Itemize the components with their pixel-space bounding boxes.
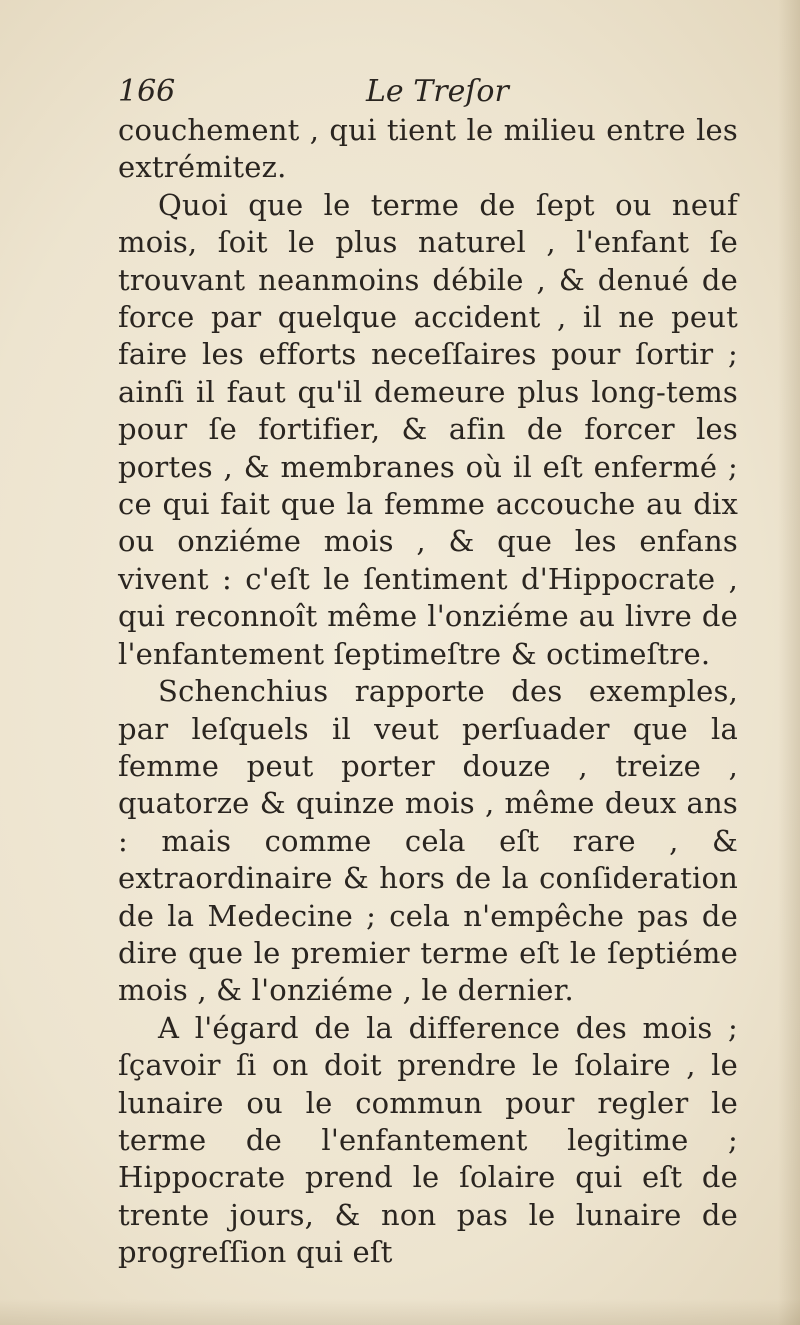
paragraph: Schenchius rapporte des exemples, par leſquels il veut perſuader que la femme peut porter douze , treize , quatorze & quinze mois , même deux ans : mais comme cela eſt rare , & extraordinaire & hors de la conſideration de la Medecine ; cela n'empêche pas de dire que le premier terme eſt le ſeptiéme mois , & l'onziéme , le dernier. [118,674,738,1008]
body-text [118,112,738,1272]
page-bottom-shadow [0,1299,800,1325]
paragraph: A l'égard de la difference des mois ; ſçavoir ſi on doit prendre le ſolaire , le lunaire ou le commun pour regler le terme de l'enfantement legitime ; Hippocrate prend le ſolaire qui eſt de trente jours, & non pas le lunaire de progreſſion qui eſt [118,1010,738,1270]
page-number: 166 [118,74,176,109]
paragraph: couchement , qui tient le milieu entre les extrémitez. [118,113,738,185]
page-edge-shadow [778,0,800,1325]
paragraph: Quoi que le terme de ſept ou neuf mois, ſoit le plus naturel , l'enfant ſe trouvant neanmoins débile , & denué de force par quelque accident , il ne peut faire les efforts neceſſaires pour ſortir ; ainſi il faut qu'il demeure plus long-tems pour ſe fortifier, & afin de forcer les portes , & membranes où il eſt enfermé ; ce qui fait que la femme accouche au dix ou onziéme mois , & que les enfans vivent : c'eſt le ſentiment d'Hippocrate , qui reconnoît même l'onziéme au livre de l'enfantement ſeptimeſtre & octimeſtre. [118,187,738,671]
running-title: Le Treſor [366,74,509,109]
